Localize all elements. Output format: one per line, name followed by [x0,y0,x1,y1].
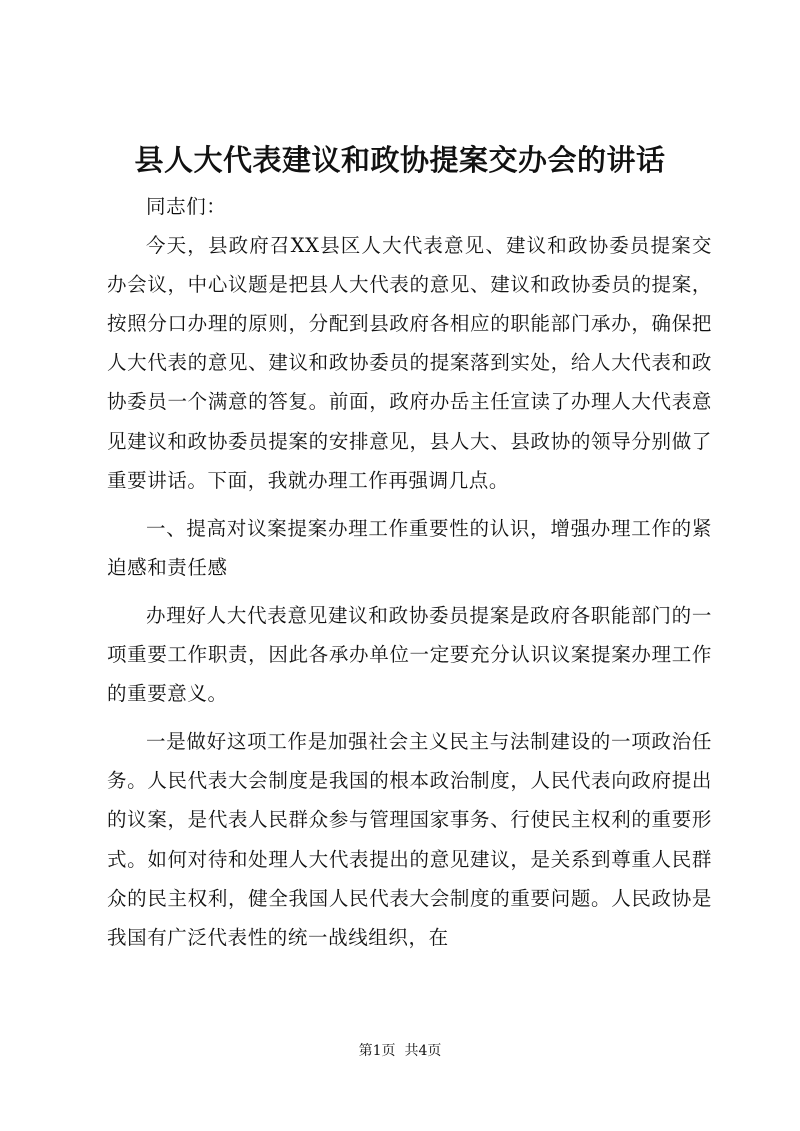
document-title: 县人大代表建议和政协提案交办会的讲话 [134,143,666,177]
section-heading-paragraph: 一、提高对议案提案办理工作重要性的认识，增强办理工作的紧迫感和责任感 [107,516,712,579]
body-paragraph: 办理好人大代表意见建议和政协委员提案是政府各职能部门的一项重要工作职责，因此各承办单位一定要充分认识议案提案办理工作的重要意义。 [107,603,712,706]
salutation-paragraph: 同志们： [146,195,227,218]
document-body [107,187,712,957]
body-paragraph: 一是做好这项工作是加强社会主义民主与法制建设的一项政治任务。人民代表大会制度是我国的根本政治制度，人民代表向政府提出的议案，是代表人民群众参与管理国家事务、行使民主权利的重要形式。如何对待和处理人大代表提出的意见建议，是关系到尊重人民群众的民主权利，健全我国人民代表大会制度的重要问题。人民政协是我国有广泛代表性的统一战线组织，在 [107,730,712,949]
page-footer: 第1页 共4页 [358,1043,442,1059]
intro-paragraph: 今天，县政府召XX县区人大代表意见、建议和政协委员提案交办会议，中心议题是把县人大代表的意见、建议和政协委员的提案，按照分口办理的原则，分配到县政府各相应的职能部门承办，确保把人大代表的意见、建议和政协委员的提案落到实处，给人大代表和政协委员一个满意的答复。前面，政府办岳主任宣读了办理人大代表意见建议和政协委员提案的安排意见，县人大、县政协的领导分别做了重要讲话。下面，我就办理工作再强调几点。 [107,234,712,492]
